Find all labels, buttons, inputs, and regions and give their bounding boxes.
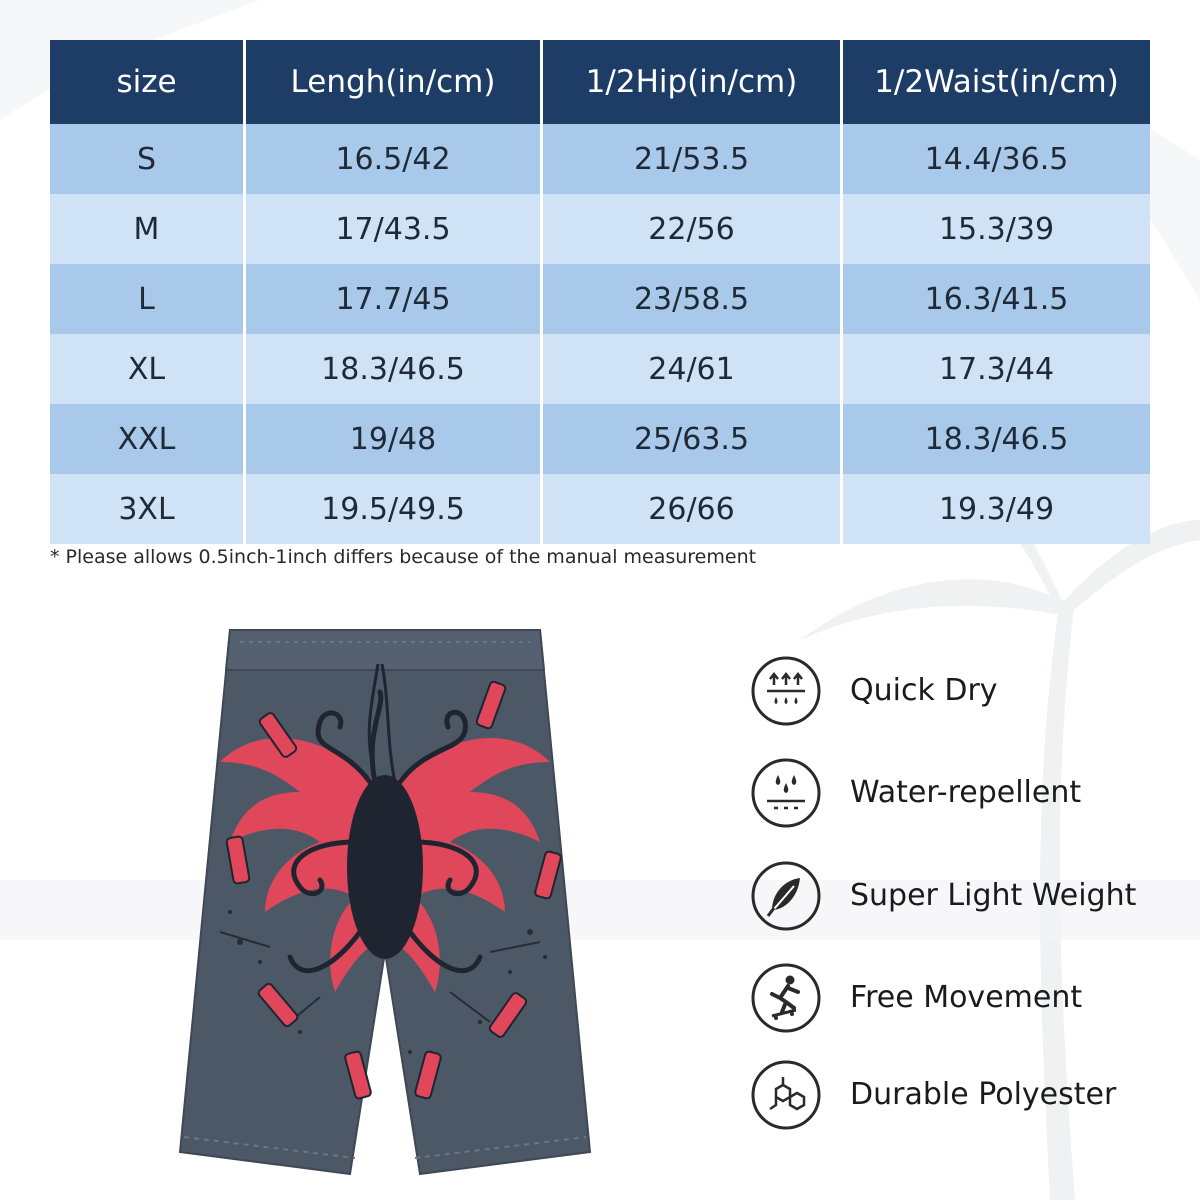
water-repellent-icon: [750, 757, 822, 829]
hip-cell: 25/63.5: [543, 404, 843, 474]
size-chart-header-row: [50, 40, 1150, 124]
waist-cell: 17.3/44: [843, 334, 1150, 404]
size-cell: XL: [50, 334, 246, 404]
feature-water-repellent: [750, 757, 1170, 833]
table-row: [50, 404, 1150, 474]
length-cell: 19.5/49.5: [246, 474, 543, 544]
waist-cell: 16.3/41.5: [843, 264, 1150, 334]
feather-icon: [750, 860, 822, 932]
feature-super-light-weight: [750, 860, 1170, 936]
hip-cell: 26/66: [543, 474, 843, 544]
table-row: [50, 334, 1150, 404]
feature-label: Water-repellent: [850, 775, 1082, 810]
table-row: [50, 124, 1150, 194]
hip-cell: 22/56: [543, 194, 843, 264]
feature-label: Quick Dry: [850, 673, 998, 708]
waist-cell: 19.3/49: [843, 474, 1150, 544]
hip-cell: 24/61: [543, 334, 843, 404]
size-cell: 3XL: [50, 474, 246, 544]
length-cell: 17.7/45: [246, 264, 543, 334]
waist-cell: 14.4/36.5: [843, 124, 1150, 194]
feature-free-movement: [750, 962, 1170, 1038]
shorts-waistband: [226, 630, 544, 670]
table-row: [50, 264, 1150, 334]
measurement-footnote: * Please allows 0.5inch-1inch differs because of the manual measurement: [50, 546, 757, 568]
size-cell: M: [50, 194, 246, 264]
waist-cell: 15.3/39: [843, 194, 1150, 264]
hip-cell: 21/53.5: [543, 124, 843, 194]
feature-durable-polyester: [750, 1059, 1170, 1135]
length-cell: 16.5/42: [246, 124, 543, 194]
length-cell: 18.3/46.5: [246, 334, 543, 404]
header-half-hip: 1/2Hip(in/cm): [543, 40, 843, 124]
feature-label: Durable Polyester: [850, 1077, 1117, 1112]
size-cell: L: [50, 264, 246, 334]
size-cell: S: [50, 124, 246, 194]
quick-dry-icon: [750, 655, 822, 727]
table-row: [50, 474, 1150, 544]
length-cell: 17/43.5: [246, 194, 543, 264]
feature-label: Super Light Weight: [850, 878, 1137, 913]
skateboarder-icon: [750, 962, 822, 1034]
size-cell: XXL: [50, 404, 246, 474]
waist-cell: 18.3/46.5: [843, 404, 1150, 474]
length-cell: 19/48: [246, 404, 543, 474]
board-shorts-image: [150, 612, 620, 1182]
hip-cell: 23/58.5: [543, 264, 843, 334]
feature-label: Free Movement: [850, 980, 1083, 1015]
header-size: size: [50, 40, 246, 124]
molecule-icon: [750, 1059, 822, 1131]
header-length: Lengh(in/cm): [246, 40, 543, 124]
table-row: [50, 194, 1150, 264]
header-half-waist: 1/2Waist(in/cm): [843, 40, 1150, 124]
size-chart-table: [50, 40, 1150, 544]
feature-quick-dry: [750, 655, 1170, 731]
